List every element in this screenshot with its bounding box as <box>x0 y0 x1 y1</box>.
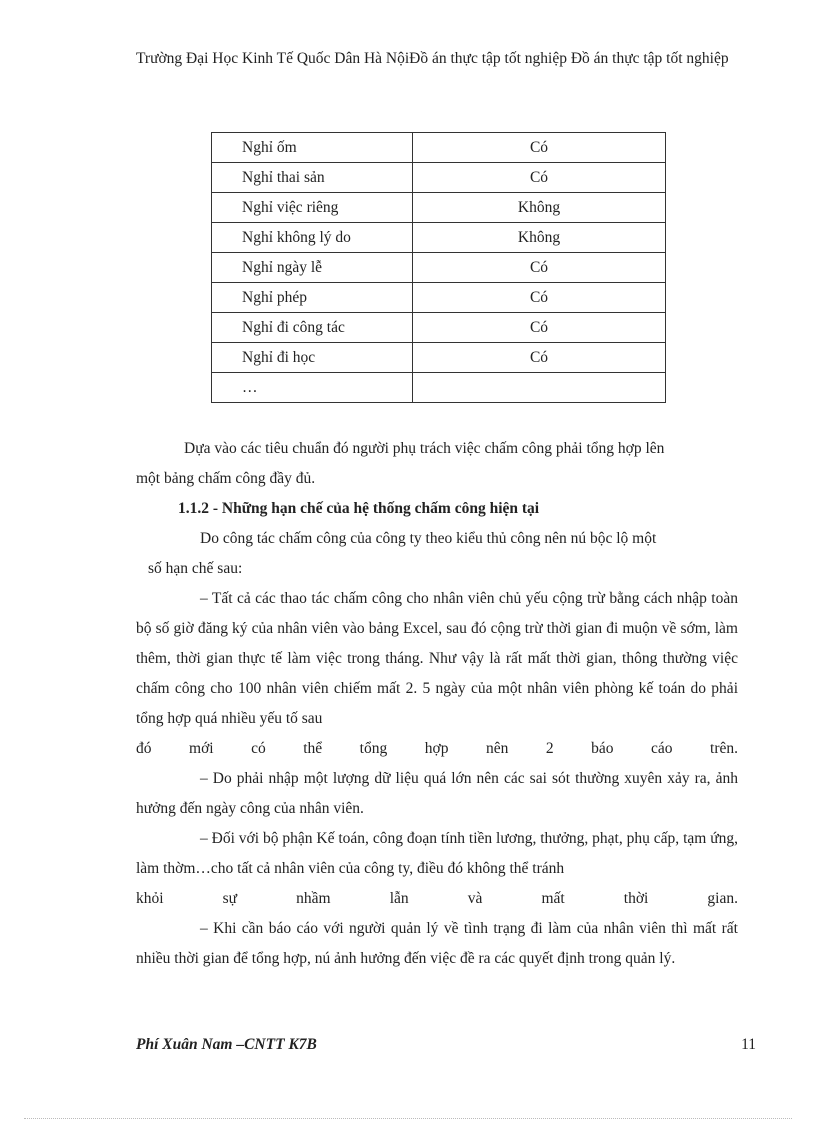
footer-author: Phí Xuân Nam –CNTT K7B <box>136 1036 317 1053</box>
table-row <box>212 313 666 343</box>
bullet-2-paragraph: – Do phải nhập một lượng dữ liệu quá lớn nên các sai sót thường xuyên xảy ra, ảnh hưởng đến ngày công của nhân viên. <box>136 770 738 817</box>
table-row <box>212 283 666 313</box>
section-heading: 1.1.2 - Những hạn chế của hệ thống chấm công hiện tại <box>178 500 540 517</box>
leave-value-cell: Có <box>413 163 666 193</box>
table-row <box>212 253 666 283</box>
leave-table-body <box>212 133 666 403</box>
bullet-3-paragraph: – Đối với bộ phận Kế toán, công đoạn tính tiền lương, thưởng, phạt, phụ cấp, tạm ứng, làm thờm…cho tất cả nhân viên của công ty, điều đó không thể tránh <box>136 830 738 877</box>
leave-type-cell: Nghỉ ốm <box>212 133 413 163</box>
table-row <box>212 163 666 193</box>
leave-type-cell: Nghỉ đi học <box>212 343 413 373</box>
bullet-1-last-line: đó mới có thể tổng hợp nên 2 báo cáo trên. <box>136 740 738 757</box>
leave-value-cell <box>413 373 666 403</box>
leave-value-cell: Có <box>413 253 666 283</box>
leave-type-table <box>211 132 666 403</box>
table-row <box>212 343 666 373</box>
leave-type-cell: Nghỉ ngày lễ <box>212 253 413 283</box>
header-text: Trường Đại Học Kinh Tế Quốc Dân Hà NộiĐồ án thực tập tốt nghiệp Đồ án thực tập tốt nghiệp <box>136 50 729 67</box>
leave-value-cell: Có <box>413 313 666 343</box>
intro-line-1: Dựa vào các tiêu chuẩn đó người phụ trách việc chấm công phải tổng hợp lên <box>184 440 665 457</box>
leave-value-cell: Có <box>413 133 666 163</box>
lead-line-2: số hạn chế sau: <box>148 560 243 577</box>
body-text <box>136 434 738 974</box>
table-row <box>212 373 666 403</box>
leave-type-cell: Nghỉ phép <box>212 283 413 313</box>
table-row <box>212 193 666 223</box>
bullet-3-last-line: khỏi sự nhầm lẫn và mất thời gian. <box>136 890 738 907</box>
leave-type-cell: … <box>212 373 413 403</box>
leave-type-cell: Nghỉ việc riêng <box>212 193 413 223</box>
leave-type-cell: Nghỉ thai sản <box>212 163 413 193</box>
lead-line-1: Do công tác chấm công của công ty theo kiểu thủ công nên nú bộc lộ một <box>200 530 657 547</box>
page-header <box>136 48 756 70</box>
intro-line-2: một bảng chấm công đầy đủ. <box>136 470 316 487</box>
leave-type-cell: Nghỉ không lý do <box>212 223 413 253</box>
leave-type-cell: Nghỉ đi công tác <box>212 313 413 343</box>
leave-value-cell: Không <box>413 223 666 253</box>
page-bottom-edge <box>24 1118 792 1119</box>
leave-value-cell: Có <box>413 343 666 373</box>
footer-page-number: 11 <box>741 1036 756 1053</box>
table-row <box>212 133 666 163</box>
bullet-4-paragraph: – Khi cần báo cáo với người quản lý về tình trạng đi làm của nhân viên thì mất rất nhiều thời gian để tổng hợp, nú ảnh hưởng đến việc đề ra các quyết định trong quản lý. <box>136 920 738 967</box>
table-row <box>212 223 666 253</box>
leave-value-cell: Có <box>413 283 666 313</box>
leave-value-cell: Không <box>413 193 666 223</box>
bullet-1-paragraph: – Tất cả các thao tác chấm công cho nhân viên chủ yếu cộng trừ bằng cách nhập toàn bộ số giờ đăng ký của nhân viên vào bảng Excel, sau đó cộng trừ thời gian đi muộn về sớm, làm thêm, thời gian thực tế làm việc trong tháng. Như vậy là rất mất thời gian, thông thường việc chấm công cho 100 nhân viên chiếm mất 2. 5 ngày của một nhân viên phòng kế toán do phải tổng hợp quá nhiều yếu tố sau <box>136 590 738 727</box>
